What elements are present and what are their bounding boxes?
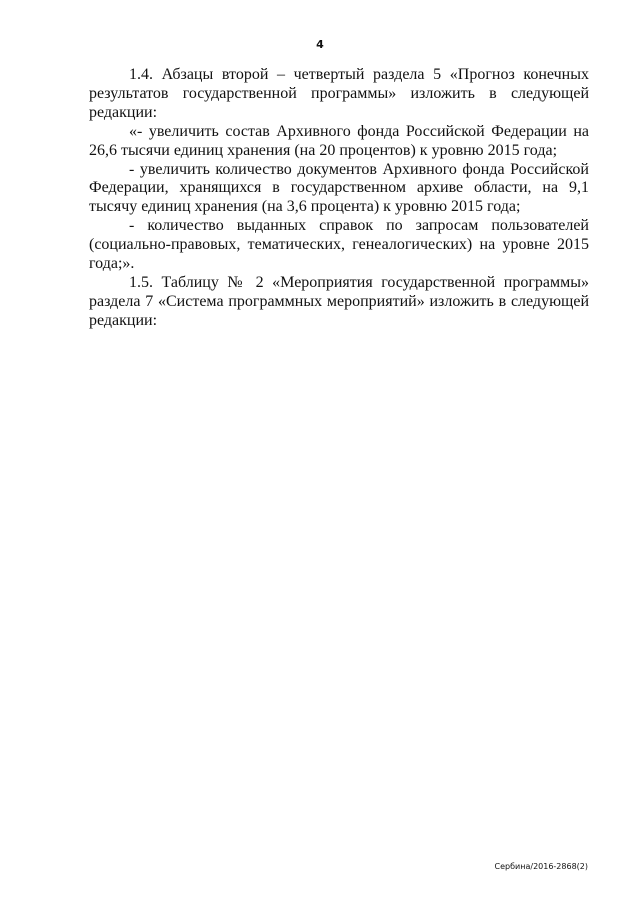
page-number: 4 [316, 38, 324, 51]
paragraph-1-5: 1.5. Таблицу № 2 «Мероприятия государственной программы» раздела 7 «Система программных мероприятий» изложить в следующей редакции: [89, 273, 589, 329]
document-body [89, 66, 589, 331]
paragraph-increase-fund: «- увеличить состав Архивного фонда Российской Федерации на 26,6 тысячи единиц хранения (на 20 процентов) к уровню 2015 года; [89, 122, 589, 159]
paragraph-1-4: 1.4. Абзацы второй – четвертый раздела 5 «Прогноз конечных результатов государственной программы» изложить в следующей редакции: [89, 66, 589, 121]
footer-reference: Сербина/2016-2868(2) [494, 862, 588, 871]
paragraph-increase-documents: - увеличить количество документов Архивного фонда Российской Федерации, хранящихся в государственном архиве области, на 9,1 тысячу единиц хранения (на 3,6 процента) к уровню 2015 года; [89, 160, 589, 216]
paragraph-references-count: - количество выданных справок по запросам пользователей (социально-правовых, тематических, генеалогических) на уровне 2015 года;». [89, 217, 589, 273]
